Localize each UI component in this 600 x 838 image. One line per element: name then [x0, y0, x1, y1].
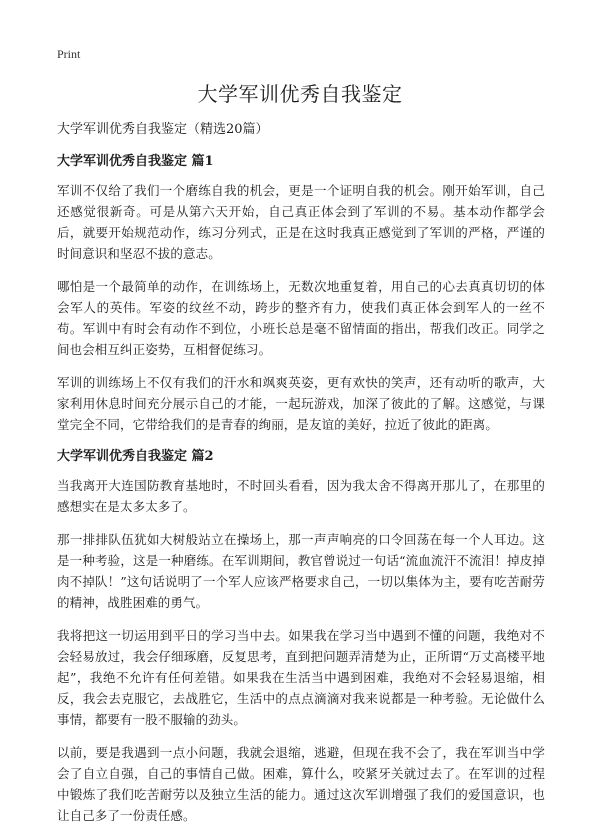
paragraph: 当我离开大连国防教育基地时，不时回头看看，因为我太舍不得离开那儿了，在那里的感想实在是太多太多了。	[57, 478, 545, 514]
paragraph: 军训不仅给了我们一个磨练自我的机会，更是一个证明自我的机会。刚开始军训，自己还感觉很新奇。可是从第六天开始，自己真正体会到了军训的不易。基本动作都学会后，就要开始规范动作，练习分列式，正是在这时我真正感觉到了军训的严格，严谨的时间意识和坚忍不拔的意志。	[57, 183, 545, 261]
paragraph: 以前，要是我遇到一点小问题，我就会退缩，逃避，但现在我不会了，我在军训当中学会了自立自强，自己的事情自己做。困难，算什么，咬紧牙关就过去了。在军训的过程中锻炼了我们吃苦耐劳以及独立生活的能力。通过这次军训增强了我们的爱国意识，也让自己多了一份责任感。	[57, 745, 545, 823]
paragraph: 哪怕是一个最简单的动作，在训练场上，无数次地重复着，用自己的心去真真切切的体会军人的英伟。军姿的纹丝不动，跨步的整齐有力，使我们真正体会到军人的一丝不苟。军训中有时会有动作不到位，小班长总是毫不留情面的指出，帮我们改正。同学之间也会相互纠正姿势，互相督促练习。	[57, 279, 545, 357]
section-heading: 大学军训优秀自我鉴定 篇2	[57, 449, 214, 464]
paragraph: 我将把这一切运用到平日的学习当中去。如果我在学习当中遇到不懂的问题，我绝对不会轻易放过，我会仔细琢磨，反复思考，直到把问题弄清楚为止，正所谓“万丈高楼平地起”，我绝不允许有任何差错。如果我在生活当中遇到困难，我绝对不会轻易退缩，相反，我会去克服它，去战胜它，生活中的点点滴滴对我来说都是一种考验。无论做什么事情，都要有一股不服输的劲头。	[57, 628, 545, 727]
document-title: 大学军训优秀自我鉴定	[197, 82, 403, 106]
section-1	[57, 152, 545, 435]
section-2	[57, 447, 545, 826]
paragraph: 那一排排队伍犹如大树般站立在操场上，那一声声响亮的口令回荡在每一个人耳边。这是一种考验，这是一种磨练。在军训期间，教官曾说过一句话“流血流汗不流泪！掉皮掉肉不掉队！”这句话说明了一个军人应该严格要求自己，一切以集体为主，要有吃苦耐劳的精神，战胜困难的勇气。	[57, 532, 545, 610]
document-subtitle: 大学军训优秀自我鉴定（精选20篇）	[57, 122, 269, 137]
document-body	[57, 120, 545, 838]
paragraph: 军训的训练场上不仅有我们的汗水和飒爽英姿，更有欢快的笑声，还有动听的歌声，大家利用休息时间充分展示自己的才能，一起玩游戏，加深了彼此的了解。这感觉，与课堂完全不同，它带给我们的是青春的绚丽，是友谊的美好，拉近了彼此的距离。	[57, 375, 545, 432]
section-heading: 大学军训优秀自我鉴定 篇1	[57, 154, 214, 169]
print-link[interactable]: Print	[57, 47, 81, 61]
